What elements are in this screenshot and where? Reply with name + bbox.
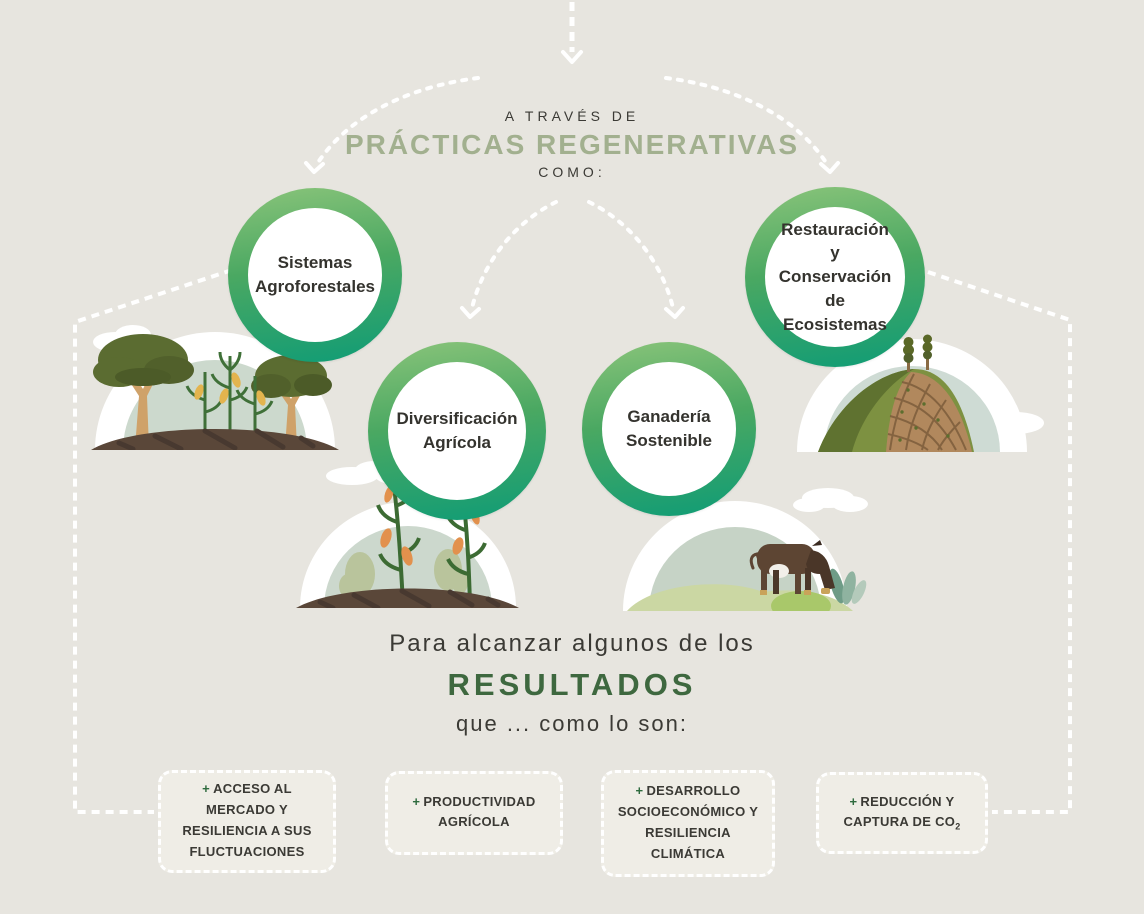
cloud-icon: [793, 488, 868, 512]
result-label: PRODUCTIVIDAD AGRÍCOLA: [423, 793, 536, 830]
plus-icon: +: [635, 783, 644, 799]
results-intro-line1: Para alcanzar algunos de los: [389, 630, 755, 657]
results-heading: [0, 630, 1144, 737]
co2-subscript: 2: [955, 822, 961, 832]
practice-label: Sistemas Agroforestales: [255, 253, 375, 296]
practice-circle-diversificacion-agricola: [368, 342, 546, 520]
practice-circle-ganaderia-sostenible: [582, 342, 756, 516]
curve-to-circle-2: [472, 202, 556, 308]
page-title: PRÁCTICAS REGENERATIVAS: [344, 129, 800, 160]
results-title: RESULTADOS: [447, 667, 697, 702]
practice-label: Restauración y Conservación de Ecosistemas: [778, 219, 892, 334]
top-down-arrowhead: [563, 52, 581, 62]
curve-to-circle-3: [589, 202, 673, 308]
result-label: REDUCCIÓN Y CAPTURA DE CO: [843, 793, 956, 830]
plus-icon: +: [849, 793, 858, 809]
result-box-productividad-agricola: [385, 771, 563, 855]
result-label: DESARROLLO SOCIOECONÓMICO Y RESILIENCIA CLIMÁTICA: [617, 783, 759, 861]
result-box-reduccion-captura-co2: [816, 772, 988, 854]
results-intro-line2: que ... como lo son:: [456, 711, 688, 736]
header-kicker: A TRAVÉS DE: [504, 108, 640, 124]
plus-icon: +: [202, 781, 211, 797]
curve-arrowhead-3: [666, 308, 683, 317]
plus-icon: +: [412, 793, 421, 809]
header: [0, 108, 1144, 180]
practice-label: Diversificación Agrícola: [396, 409, 518, 452]
practice-label: Ganadería Sostenible: [626, 407, 712, 450]
practice-circle-sistemas-agroforestales: [228, 188, 402, 362]
result-box-desarrollo-socioeconomico: [601, 770, 775, 877]
curve-arrowhead-2: [462, 308, 479, 317]
result-box-acceso-mercado: [158, 770, 336, 873]
practice-circle-restauracion-ecosistemas: [745, 187, 925, 367]
result-label: ACCESO AL MERCADO Y RESILIENCIA A SUS FLUCTUACIONES: [182, 781, 312, 859]
header-subtitle: COMO:: [538, 164, 606, 180]
